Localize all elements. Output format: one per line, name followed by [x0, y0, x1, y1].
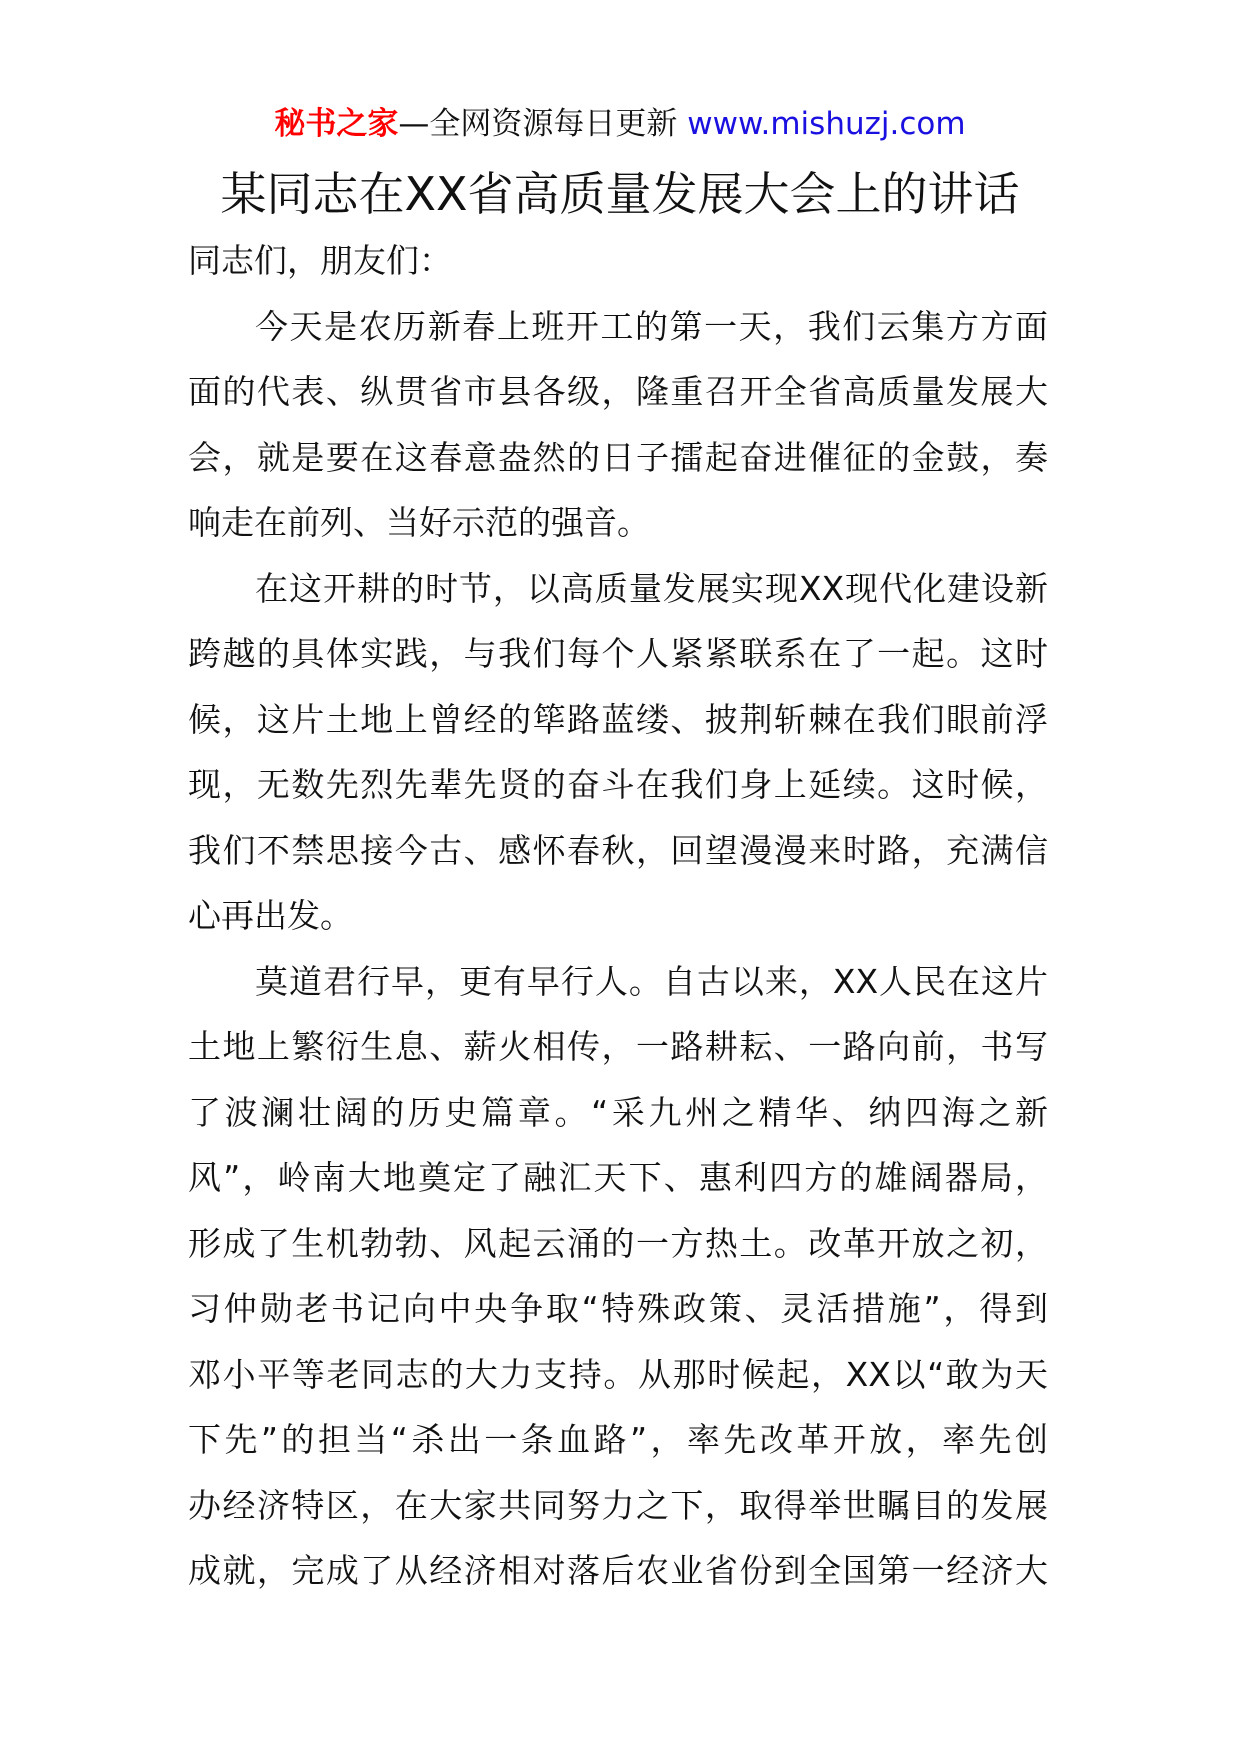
paragraph-line: 风”，岭南大地奠定了融汇天下、惠利四方的雄阔器局， [188, 1158, 1048, 1197]
paragraph-3 [188, 949, 1048, 1604]
paragraph-line: 现，无数先烈先辈先贤的奋斗在我们身上延续。这时候， [188, 765, 1048, 804]
salutation: 同志们，朋友们： [188, 241, 452, 280]
paragraph-line: 我们不禁思接今古、感怀春秋，回望漫漫来时路，充满信 [188, 830, 1048, 870]
document-body [188, 228, 1048, 1604]
paragraph-line: 下先”的担当“杀出一条血路”，率先改革开放，率先创 [188, 1420, 1048, 1459]
header-tagline: —全网资源每日更新 [398, 106, 688, 142]
paragraph-line: 心再出发。 [188, 896, 353, 935]
paragraph-line: 在这开耕的时节，以高质量发展实现XX现代化建设新 [255, 568, 1048, 608]
paragraph-line: 了波澜壮阔的历史篇章。“采九州之精华、纳四海之新 [188, 1092, 1048, 1132]
paragraph-line: 成就，完成了从经济相对落后农业省份到全国第一经济大 [188, 1551, 1048, 1590]
paragraph-2 [188, 556, 1048, 949]
brand-name: 秘书之家 [274, 106, 399, 142]
paragraph-line: 习仲勋老书记向中央争取“特殊政策、灵活措施”，得到 [188, 1289, 1048, 1328]
paragraph-line: 形成了生机勃勃、风起云涌的一方热土。改革开放之初， [188, 1223, 1048, 1263]
paragraph-line: 办经济特区，在大家共同努力之下，取得举世瞩目的发展 [188, 1485, 1048, 1525]
paragraph-line: 邓小平等老同志的大力支持。从那时候起，XX以“敢为天 [188, 1354, 1048, 1394]
paragraph-line: 莫道君行早，更有早行人。自古以来，XX人民在这片 [255, 961, 1048, 1001]
paragraph-line: 跨越的具体实践，与我们每个人紧紧联系在了一起。这时 [188, 634, 1048, 673]
paragraph-line: 今天是农历新春上班开工的第一天，我们云集方方面 [255, 306, 1048, 346]
paragraph-1 [188, 294, 1048, 556]
paragraph-line: 响走在前列、当好示范的强音。 [188, 503, 650, 542]
document-title: 某同志在XX省高质量发展大会上的讲话 [220, 167, 1020, 221]
site-header [0, 102, 1240, 146]
paragraph-line: 土地上繁衍生息、薪火相传，一路耕耘、一路向前，书写 [188, 1027, 1048, 1066]
paragraph-line: 面的代表、纵贯省市县各级，隆重召开全省高质量发展大 [188, 372, 1048, 411]
paragraph-line: 候，这片土地上曾经的筚路蓝缕、披荆斩棘在我们眼前浮 [188, 699, 1048, 739]
site-url-link[interactable]: www.mishuzj.com [687, 106, 966, 142]
paragraph-line: 会，就是要在这春意盎然的日子擂起奋进催征的金鼓，奏 [188, 437, 1048, 477]
